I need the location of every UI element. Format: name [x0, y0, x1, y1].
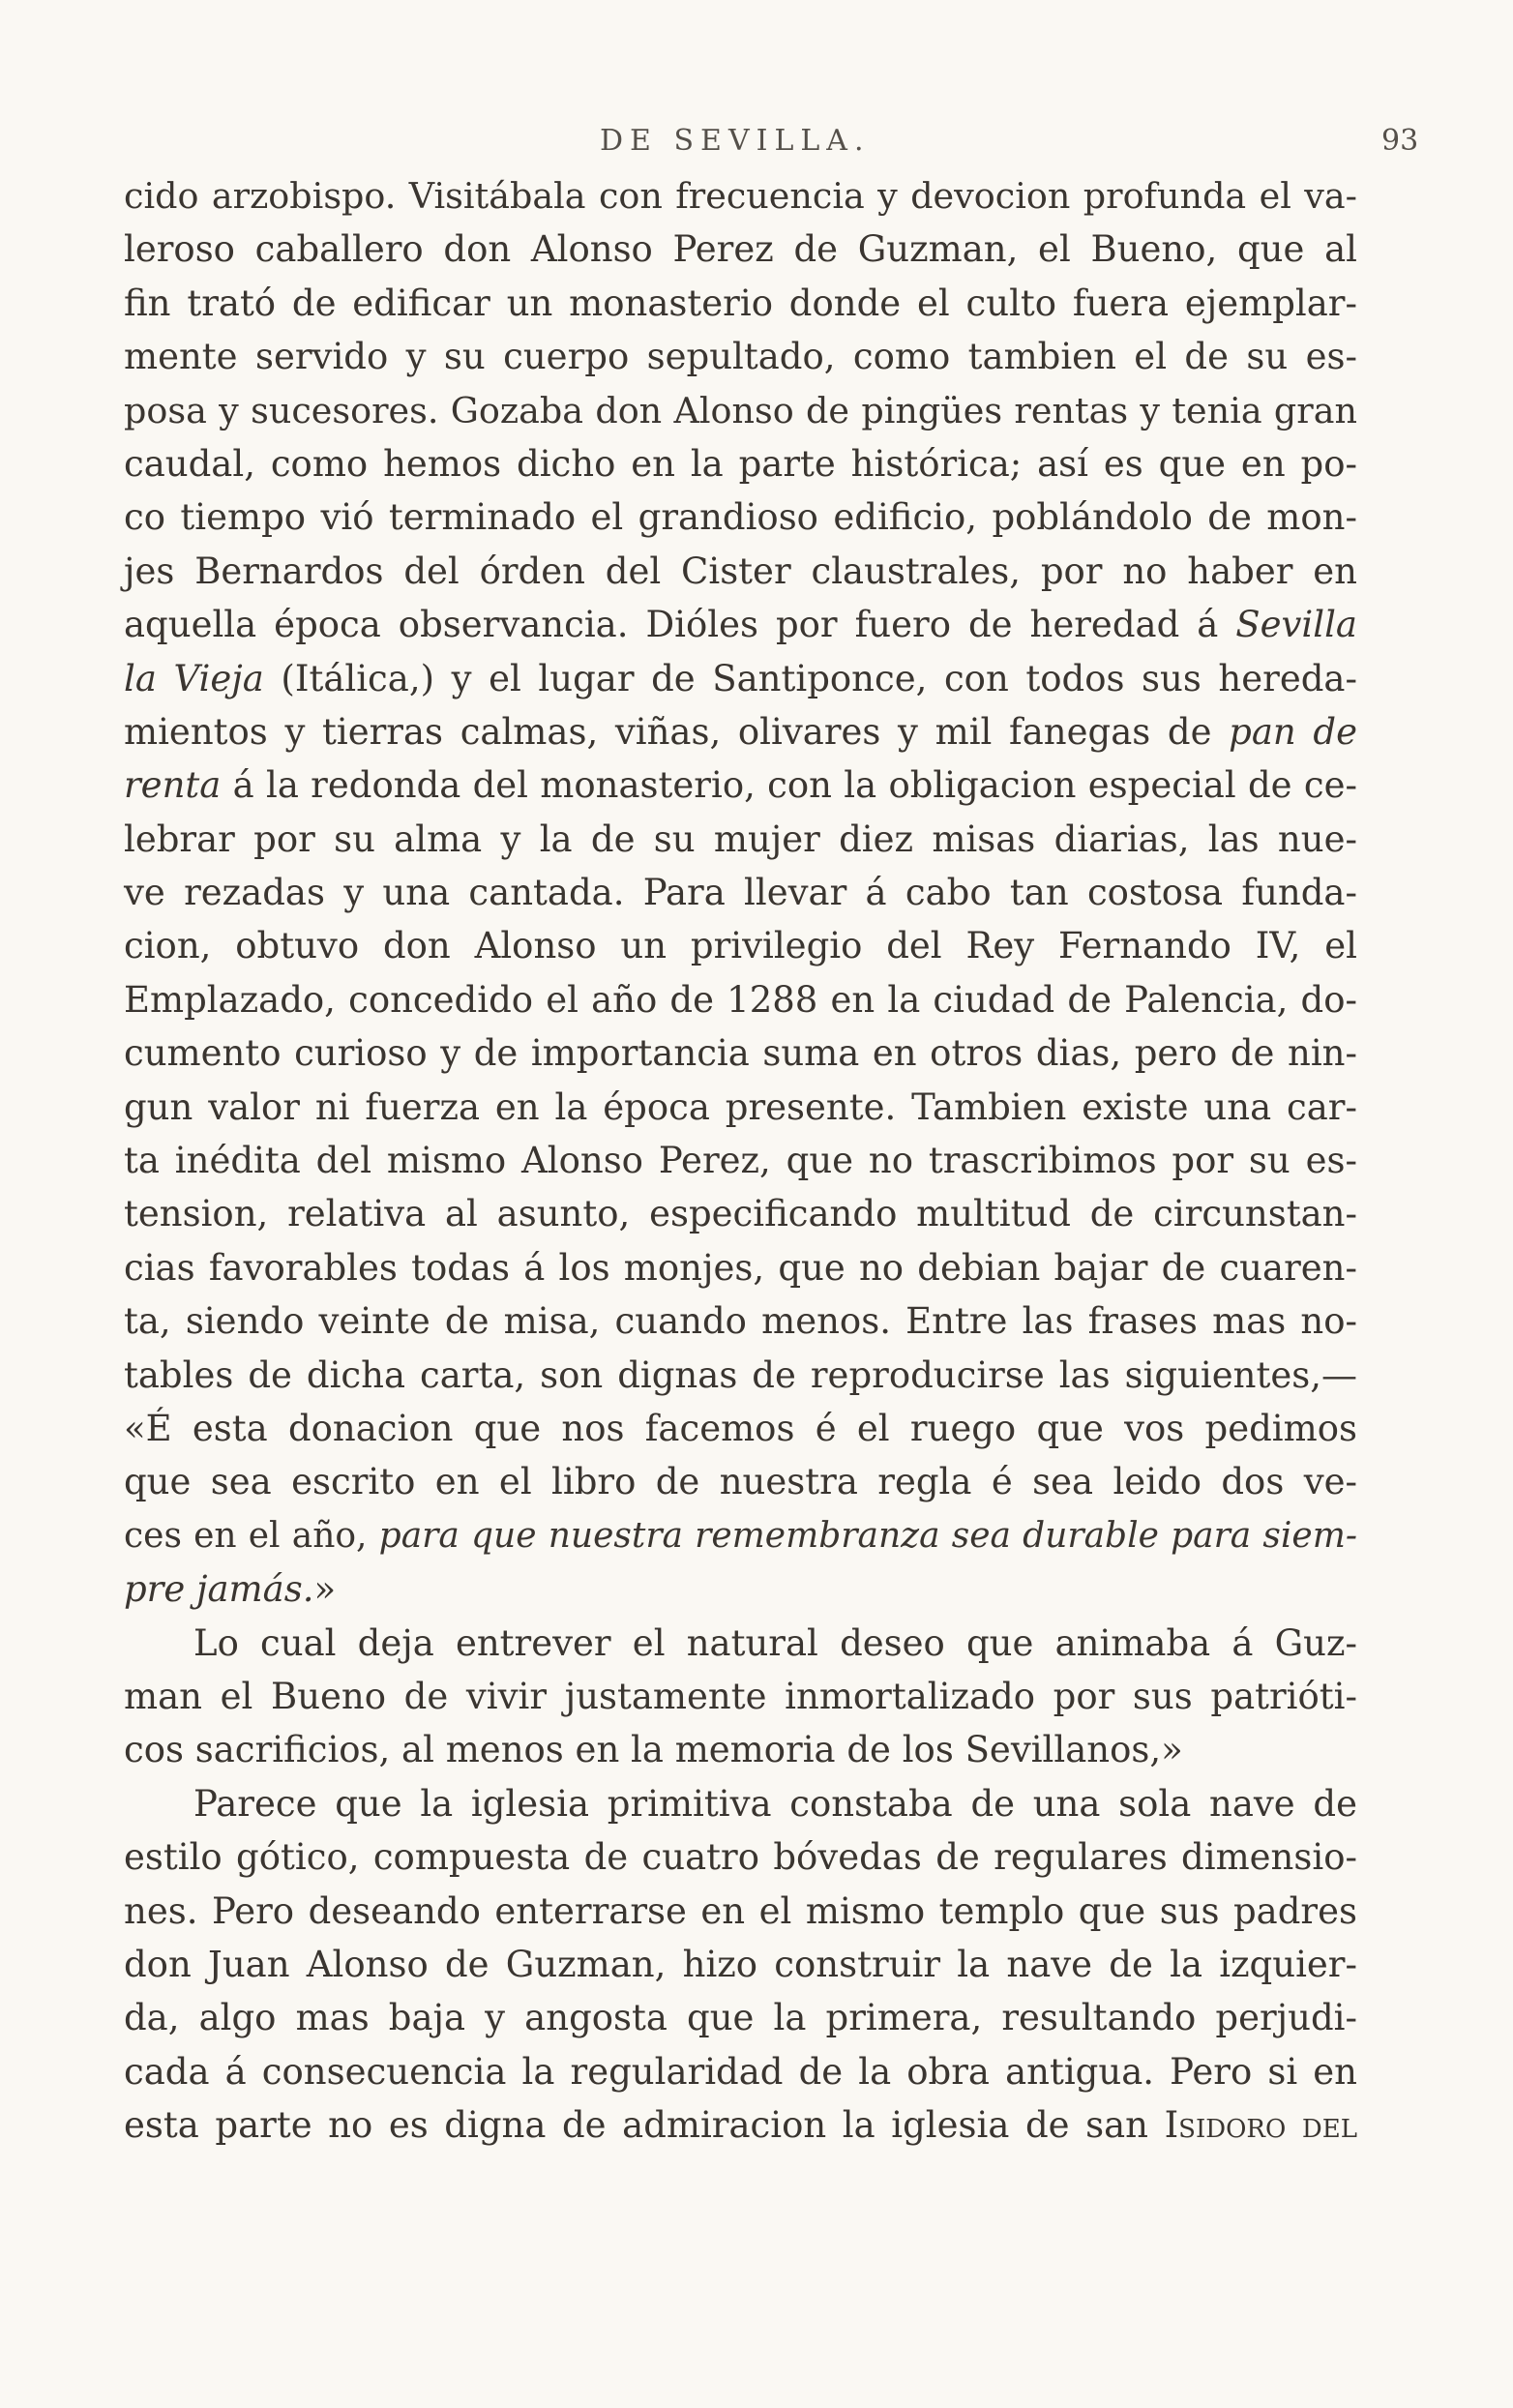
text-line: cumento curioso y de importancia suma en otros dias, pero de nin-	[124, 1032, 1357, 1075]
text-line: cion, obtuvo don Alonso un privilegio del Rey Fernando IV, el	[124, 925, 1357, 967]
text-line: «É esta donacion que nos facemos é el ruego que vos pedimos	[124, 1407, 1357, 1449]
text-line: tables de dicha carta, son dignas de reproducirse las siguientes,—	[124, 1353, 1357, 1396]
text-line: man el Bueno de vivir justamente inmortalizado por sus patrióti-	[124, 1675, 1357, 1717]
text-line: ta, siendo veinte de misa, cuando menos. Entre las frases mas no-	[124, 1300, 1357, 1343]
text-line: ve rezadas y una cantada. Para llevar á cabo tan costosa funda-	[124, 872, 1357, 914]
text-line: que sea escrito en el libro de nuestra regla é sea leido dos ve-	[124, 1461, 1357, 1503]
text-line: cada á consecuencia la regularidad de la obra antigua. Pero si en	[124, 2050, 1357, 2093]
italic-text: para que nuestra remembranza sea durable para siem-	[378, 1515, 1358, 1556]
text-line: aquella época observancia. Dióles por fuero de heredad á Sevilla	[124, 604, 1357, 646]
text-line: gun valor ni fuerza en la época presente. Tambien existe una car-	[124, 1085, 1357, 1128]
italic-text: la Vieja	[124, 657, 264, 699]
text-line: ces en el año, para que nuestra remembranza sea durable para siem-	[124, 1515, 1358, 1556]
text-line: Parece que la iglesia primitiva constaba de una sola nave de	[193, 1782, 1357, 1825]
text-line: mente servido y su cuerpo sepultado, como tambien el de su es-	[124, 336, 1357, 378]
text-line: cido arzobispo. Visitábala con frecuencia y devocion profunda el va-	[124, 175, 1357, 217]
running-title: DE SEVILLA.	[600, 124, 871, 158]
text-line: posa y sucesores. Gozaba don Alonso de pingües rentas y tenia gran	[124, 389, 1357, 431]
text-line: don Juan Alonso de Guzman, hizo construir la nave de la izquier-	[124, 1943, 1357, 1985]
text-line: pre jamás.»	[124, 1568, 337, 1611]
text-line: ta inédita del mismo Alonso Perez, que no trascribimos por su es-	[124, 1140, 1357, 1182]
text-line: lebrar por su alma y la de su mujer diez misas diarias, las nue-	[124, 818, 1357, 860]
italic-text: pan de	[1229, 710, 1357, 753]
text-line: esta parte no es digna de admiracion la iglesia de san Isidoro del	[124, 2104, 1357, 2147]
page-number: 93	[1381, 124, 1419, 158]
text-line: cos sacrificios, al menos en la memoria de los Sevillanos,»	[124, 1729, 1183, 1771]
text-line: mientos y tierras calmas, viñas, olivares y mil fanegas de pan de	[124, 710, 1357, 753]
body-text	[124, 169, 1357, 2152]
italic-text: renta	[124, 764, 222, 807]
text-line: da, algo mas baja y angosta que la primera, resultando perjudi-	[124, 1997, 1357, 2039]
italic-text: Sevilla	[1235, 604, 1357, 646]
text-line: estilo gótico, compuesta de cuatro bóvedas de regulares dimensio-	[124, 1836, 1357, 1879]
text-line: jes Bernardos del órden del Cister claustrales, por no haber en	[124, 550, 1357, 592]
text-line: leroso caballero don Alonso Perez de Guzman, el Bueno, que al	[124, 228, 1357, 271]
text-line: nes. Pero deseando enterrarse en el mismo templo que sus padres	[124, 1889, 1357, 1932]
italic-text: pre jamás.	[124, 1568, 314, 1611]
text-line: la Vieja (Itálica,) y el lugar de Santiponce, con todos sus hereda-	[124, 657, 1357, 699]
text-line: co tiempo vió terminado el grandioso edificio, poblándolo de mon-	[124, 496, 1357, 539]
small-caps-text: Isidoro del	[1164, 2104, 1357, 2147]
text-line: Lo cual deja entrever el natural deseo que animaba á Guz-	[193, 1621, 1357, 1664]
text-line: caudal, como hemos dicho en la parte histórica; así es que en po-	[124, 442, 1357, 485]
text-line: Emplazado, concedido el año de 1288 en la ciudad de Palencia, do-	[124, 978, 1357, 1021]
text-line: tension, relativa al asunto, especificando multitud de circunstan-	[124, 1193, 1357, 1235]
text-line: cias favorables todas á los monjes, que no debian bajar de cuaren-	[124, 1246, 1357, 1289]
text-line: renta á la redonda del monasterio, con la obligacion especial de ce-	[124, 764, 1357, 807]
text-line: fin trató de edificar un monasterio donde el culto fuera ejemplar-	[124, 282, 1357, 324]
